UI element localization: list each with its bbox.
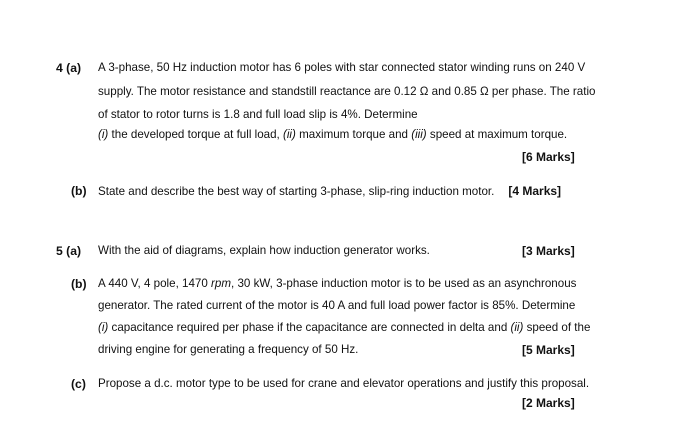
question-5c-text: Propose a d.c. motor type to be used for crane and elevator operations and justify this proposal. bbox=[98, 377, 590, 390]
question-5b-line-1-pre: A 440 V, 4 pole, 1470 bbox=[98, 277, 212, 290]
part-i-marker: (i) bbox=[98, 321, 109, 334]
question-4a-line-1: A 3-phase, 50 Hz induction motor has 6 poles with star connected stator winding runs on 240 V bbox=[98, 61, 586, 74]
question-4a-line-2: supply. The motor resistance and standstill reactance are 0.12 Ω and 0.85 Ω per phase. The ratio bbox=[98, 85, 596, 98]
question-5b-label: (b) bbox=[71, 277, 87, 291]
question-4a-label: 4 (a) bbox=[56, 61, 82, 75]
question-5b-marks: [5 Marks] bbox=[522, 343, 575, 357]
question-4a-marks: [6 Marks] bbox=[522, 150, 575, 164]
part-ii-marker: (ii) bbox=[283, 128, 296, 141]
part-i-marker: (i) bbox=[98, 128, 109, 141]
question-5b-line-3 bbox=[98, 321, 590, 335]
question-5b-line-4: driving engine for generating a frequency of 50 Hz. bbox=[98, 343, 359, 356]
question-4b-label: (b) bbox=[71, 184, 87, 198]
question-5b-line-1 bbox=[98, 277, 576, 291]
question-5c-label: (c) bbox=[71, 377, 86, 391]
question-5c-marks: [2 Marks] bbox=[522, 396, 575, 410]
question-5a-text: With the aid of diagrams, explain how induction generator works. bbox=[98, 244, 430, 257]
part-i-text: capacitance required per phase if the capacitance are connected in delta and bbox=[108, 321, 511, 334]
part-ii-text: speed of the bbox=[523, 321, 591, 334]
question-4b-statement: State and describe the best way of starting 3-phase, slip-ring induction motor. bbox=[98, 185, 495, 198]
question-4a-line-3: of stator to rotor turns is 1.8 and full load slip is 4%. Determine bbox=[98, 108, 418, 121]
part-iii-marker: (iii) bbox=[411, 128, 427, 141]
question-4b-marks: [4 Marks] bbox=[508, 184, 562, 198]
question-4b-text bbox=[98, 184, 561, 199]
part-ii-marker: (ii) bbox=[510, 321, 524, 334]
question-5b-line-2: generator. The rated current of the motor is 40 A and full load power factor is 85%. Determine bbox=[98, 299, 576, 312]
question-5a-marks: [3 Marks] bbox=[522, 244, 575, 258]
question-5a-label: 5 (a) bbox=[56, 244, 82, 258]
part-i-text: the developed torque at full load, bbox=[108, 128, 283, 141]
rpm-unit: rpm bbox=[211, 277, 232, 290]
part-ii-text: maximum torque and bbox=[295, 128, 412, 141]
question-4a-parts bbox=[98, 128, 567, 142]
part-iii-text: speed at maximum torque. bbox=[426, 128, 568, 141]
question-5b-line-1-post: , 30 kW, 3-phase induction motor is to be used as an asynchronous bbox=[231, 277, 577, 290]
